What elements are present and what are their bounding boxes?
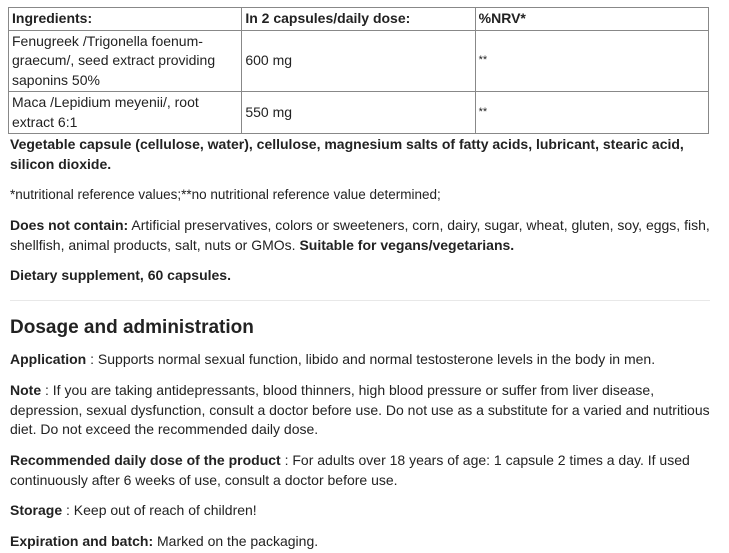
suitable-for-vegans: Suitable for vegans/vegetarians.	[299, 236, 515, 253]
recommended-dose-paragraph	[10, 451, 710, 490]
storage-paragraph	[10, 501, 710, 521]
nrv-footnote: *nutritional reference values;**no nutritional reference value determined;	[10, 187, 441, 202]
does-not-contain	[10, 216, 710, 255]
storage-text: : Keep out of reach of children!	[62, 502, 257, 518]
header-ingredients: Ingredients:	[9, 8, 242, 31]
header-dose: In 2 capsules/daily dose:	[242, 8, 475, 31]
application-text: : Supports normal sexual function, libido and normal testosterone levels in the body in men.	[86, 351, 656, 367]
does-not-contain-label: Does not contain:	[10, 217, 129, 233]
recommended-dose-text: : For adults over 18 years of age: 1 capsule 2 times a day. If used continuously after 6 weeks of use, consult a doctor before use.	[10, 452, 690, 488]
expiration-label: Expiration and batch:	[10, 533, 154, 549]
ingredient-dose: 600 mg	[242, 30, 475, 92]
ingredients-table-header	[9, 8, 709, 31]
dosage-section-title: Dosage and administration	[10, 317, 254, 338]
ingredient-name: Fenugreek /Trigonella foenum-graecum/, seed extract providing saponins 50%	[9, 30, 242, 92]
expiration-paragraph	[10, 532, 710, 552]
table-row	[9, 92, 709, 134]
application-paragraph	[10, 350, 710, 370]
recommended-dose-label: Recommended daily dose of the product	[10, 452, 281, 468]
application-label: Application	[10, 351, 87, 367]
dietary-supplement-note: Dietary supplement, 60 capsules.	[10, 267, 231, 283]
note-label: Note	[10, 382, 42, 398]
note-paragraph	[10, 381, 710, 440]
ingredients-table	[8, 7, 709, 134]
note-text: : If you are taking antidepressants, blood thinners, high blood pressure or suffer from liver disease, depression, sexual dysfunction, consult a doctor before use. Do not use as a substitute for a varied and nutritious diet. Do not exceed the recommended daily dose.	[10, 382, 710, 437]
ingredient-nrv: **	[475, 30, 708, 92]
does-not-contain-text: Artificial preservatives, colors or sweeteners, corn, dairy, sugar, wheat, gluten, soy, eggs, fish, shellfish, animal products, salt, nuts or GMOs.	[10, 217, 710, 253]
header-nrv: %NRV*	[475, 8, 708, 31]
storage-label: Storage	[10, 502, 63, 518]
ingredient-dose: 550 mg	[242, 92, 475, 134]
section-divider	[10, 300, 710, 301]
expiration-text: Marked on the packaging.	[153, 533, 319, 549]
ingredient-name: Maca /Lepidium meyenii/, root extract 6:1	[9, 92, 242, 134]
table-row	[9, 30, 709, 92]
capsule-composition: Vegetable capsule (cellulose, water), cellulose, magnesium salts of fatty acids, lubricant, stearic acid, silicon dioxide.	[10, 136, 684, 172]
ingredient-nrv: **	[475, 92, 708, 134]
